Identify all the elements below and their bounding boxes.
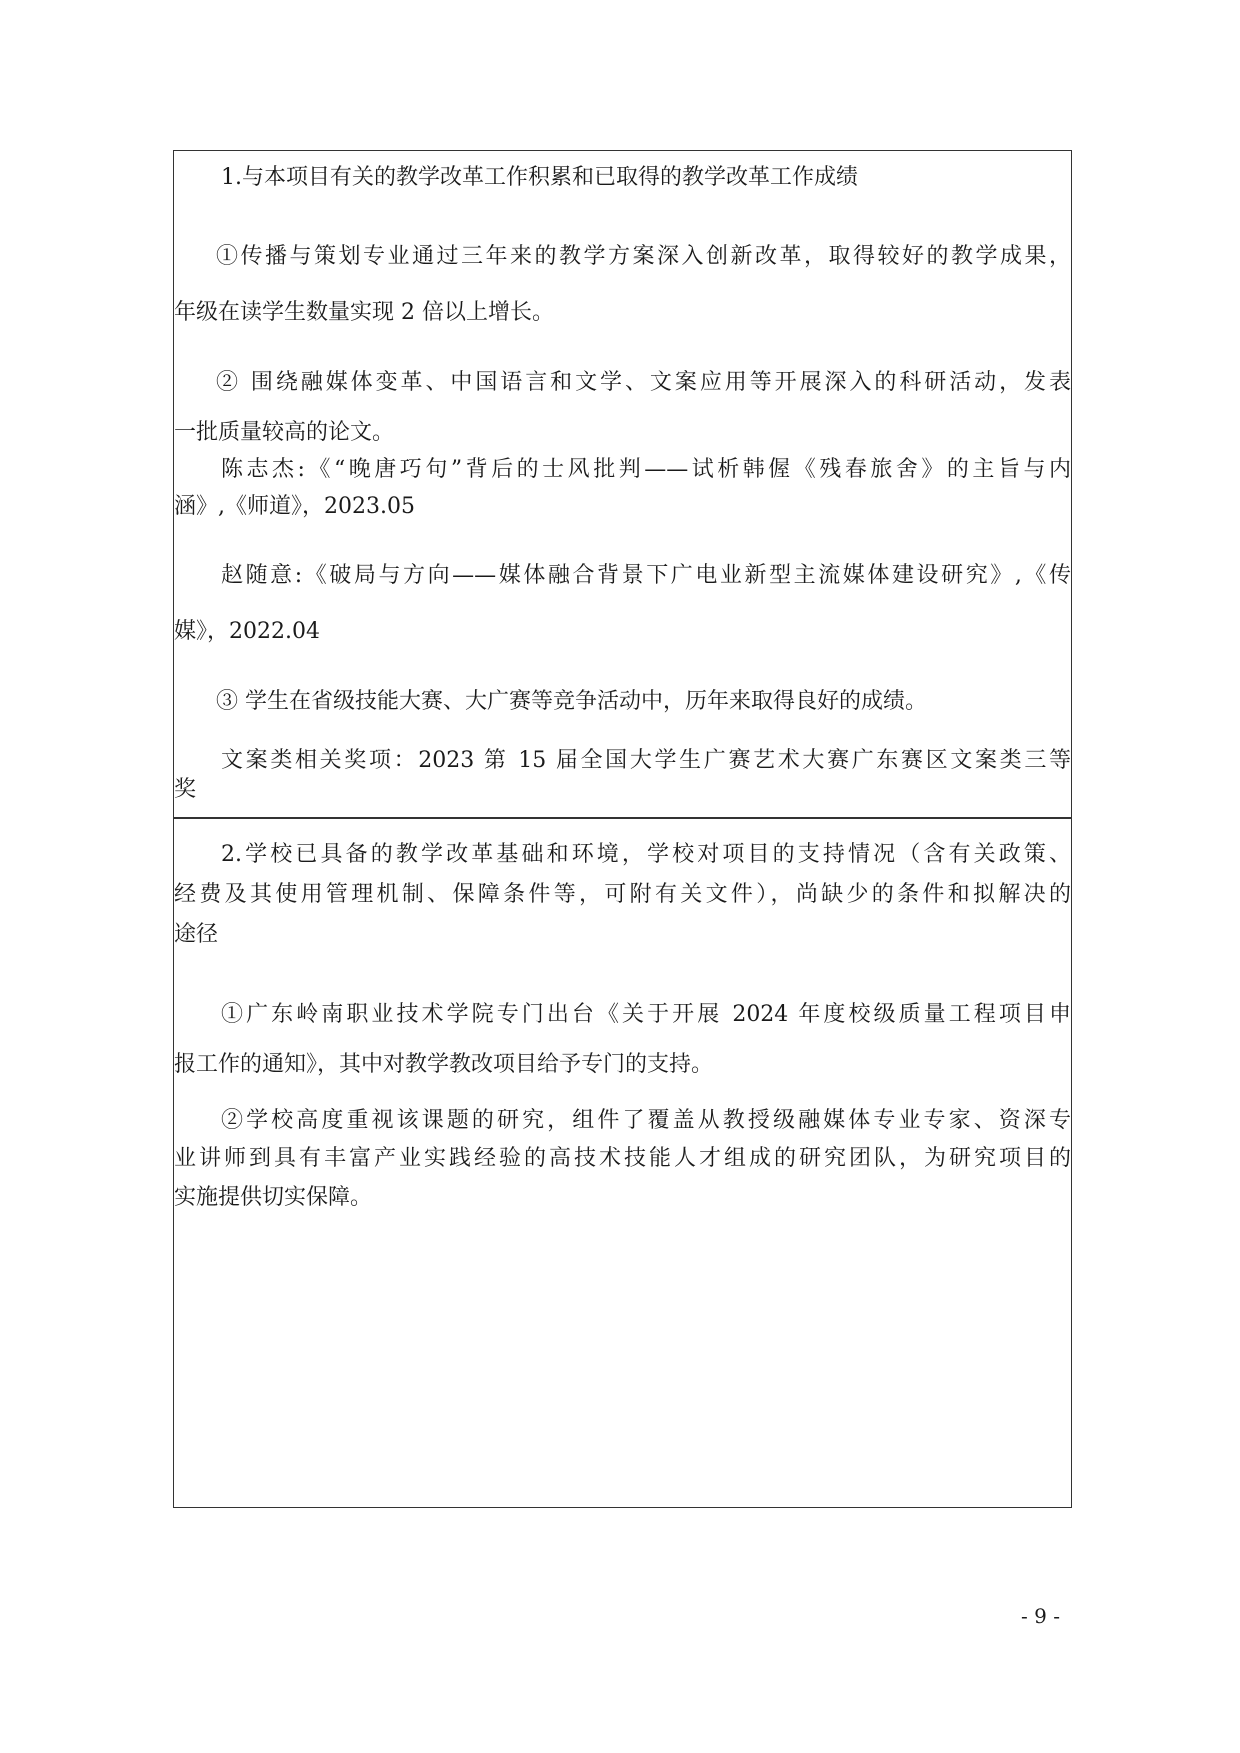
section2-heading-line2: 经费及其使用管理机制、保障条件等，可附有关文件），尚缺少的条件和拟解决的: [174, 882, 1071, 907]
paper2-line1: 赵随意:《破局与方向——媒体融合背景下广电业新型主流媒体建设研究》,《传: [221, 563, 1071, 588]
support-cell: [173, 817, 1072, 1508]
page-number: - 9 -: [1021, 1604, 1060, 1628]
paper1-line1: 陈志杰:《“晚唐巧句”背后的士风批判——试析韩偓《残春旅舍》的主旨与内: [221, 457, 1071, 482]
paper2-line2: 媒》，2022.04: [174, 619, 320, 644]
item3-line1: ③ 学生在省级技能大赛、大广赛等竞争活动中，历年来取得良好的成绩。: [216, 689, 927, 714]
support-item2-line3: 实施提供切实保障。: [174, 1185, 373, 1210]
section2-heading-line1: 2.学校已具备的教学改革基础和环境，学校对项目的支持情况（含有关政策、: [221, 842, 1071, 867]
award-line2: 奖: [174, 777, 197, 802]
paper1-line2: 涵》,《师道》，2023.05: [174, 494, 415, 519]
item2-line2: 一批质量较高的论文。: [174, 420, 395, 445]
section2-heading-line3: 途径: [174, 922, 219, 947]
support-item1-line2: 报工作的通知》，其中对教学教改项目给予专门的支持。: [174, 1052, 714, 1077]
achievements-cell: [173, 150, 1072, 819]
support-item1-line1: ①广东岭南职业技术学院专门出台《关于开展 2024 年度校级质量工程项目申: [221, 1002, 1071, 1027]
item1-line2: 年级在读学生数量实现 2 倍以上增长。: [174, 300, 554, 325]
item1-line1: ①传播与策划专业通过三年来的教学方案深入创新改革，取得较好的教学成果，: [216, 244, 1071, 269]
section1-heading: 1.与本项目有关的教学改革工作积累和已取得的教学改革工作成绩: [221, 165, 858, 190]
award-line1: 文案类相关奖项：2023 第 15 届全国大学生广赛艺术大赛广东赛区文案类三等: [221, 748, 1071, 773]
support-item2-line1: ②学校高度重视该课题的研究，组件了覆盖从教授级融媒体专业专家、资深专: [221, 1108, 1071, 1133]
item2-line1: ② 围绕融媒体变革、中国语言和文学、文案应用等开展深入的科研活动，发表: [216, 370, 1071, 395]
support-item2-line2: 业讲师到具有丰富产业实践经验的高技术技能人才组成的研究团队，为研究项目的: [174, 1146, 1071, 1171]
